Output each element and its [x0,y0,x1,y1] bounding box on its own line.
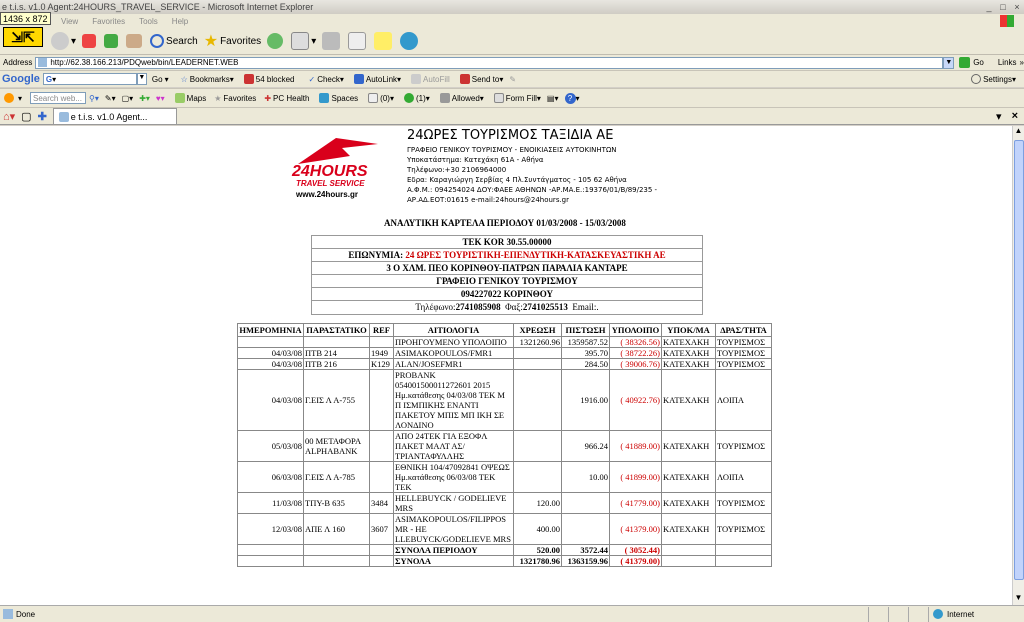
row-balance: ( 39006.76) [610,359,662,370]
address-dropdown-icon[interactable]: ▼ [943,57,954,69]
google-go-button[interactable]: Go [151,74,163,84]
row-activity: ΤΟΥΡΙΣΜΟΣ [716,348,772,359]
row-description: ASIMAKOPOULOS/FMR1 [394,348,514,359]
contact-row [312,301,702,314]
refresh-button[interactable] [104,34,120,48]
eponymia-value: 24 ΩΡΕΣ ΤΟΥΡΙΣΤΙΚΗ-ΕΠΕΝΔΥΤΙΚΗ-ΚΑΤΑΣΚΕΥΑΣΤΙΚΗ ΑΕ [405,250,666,260]
go-button[interactable] [959,57,984,68]
row-ref: 1949 [370,348,394,359]
favorites-label: Favorites [220,35,262,47]
google-logo[interactable]: Google [2,73,40,85]
edit-icon [348,32,366,50]
autolink-button[interactable]: AutoLink ▾ [352,74,401,84]
col-description: ΑΙΤΙΟΛΟΓΙΑ [394,324,514,337]
search-label: Search [166,35,198,47]
row-balance: ( 41379.00) [610,514,662,545]
grand-total-credit: 1363159.96 [562,556,610,567]
row-branch: ΚΑΤΕΧΑΚΗ [662,337,716,348]
row-credit: 1916.00 [562,370,610,431]
msn-favorites-label: Favorites [223,93,257,103]
autofill-label: AutoFill [423,74,450,84]
row-debit [514,370,562,431]
row-activity: ΛΟΙΠΑ [716,370,772,431]
row-branch: ΚΑΤΕΧΑΚΗ [662,359,716,370]
row-ref: K129 [370,359,394,370]
empty-cell [238,545,304,556]
empty-cell [304,545,370,556]
customer-activity: ΓΡΑΦΕΙΟ ΓΕΝΙΚΟΥ ΤΟΥΡΙΣΜΟΥ [312,275,702,288]
address-label: Address [3,58,33,67]
eponymia-label: ΕΠΩΝΥΜΙΑ: [348,250,404,260]
go-arrow-icon [959,57,970,68]
discuss-button[interactable] [374,32,394,50]
customer-afm: 094227022 ΚΟΡΙΝΘΟΥ [312,288,702,301]
row-activity: ΛΟΙΠΑ [716,462,772,493]
maps-button[interactable] [173,93,207,103]
search-icon [150,34,164,48]
row-ref: 3484 [370,493,394,514]
row-document [304,337,370,348]
logo-text: 24HOURS [292,163,368,180]
msn-icon[interactable]: ♥▾ [155,93,165,103]
row-description: ΠΡΟΗΓΟΥΜΕΝΟ ΥΠΟΛΟΙΠΟ [394,337,514,348]
row-date: 06/03/08 [238,462,304,493]
row-document: ΑΠΕ Λ 160 [304,514,370,545]
grand-total-debit: 1321780.96 [514,556,562,567]
row-date: 04/03/08 [238,348,304,359]
scroll-thumb[interactable] [1014,140,1024,580]
zone-indicator [928,607,1024,622]
menu-view[interactable]: View [61,16,79,26]
phone-value: 2741085908 [455,302,501,312]
row-debit [514,462,562,493]
messenger-button[interactable] [400,32,420,50]
add-tab-icon[interactable]: ✚ [37,110,47,123]
google-settings-button[interactable]: Settings ▾ [971,74,1016,84]
envelope-icon [368,93,378,103]
row-branch: ΚΑΤΕΧΑΚΗ [662,370,716,431]
row-document: ΤΠΥ-Β 635 [304,493,370,514]
maps-label: Maps [186,93,207,103]
allowed-button[interactable]: Allowed ▾ [438,93,484,103]
eponymia-row [312,249,702,262]
bookmarks-label: Bookmarks [189,74,230,84]
period-total-credit: 3572.44 [562,545,610,556]
row-ref [370,462,394,493]
table-header-row [238,324,772,337]
favorites-button[interactable] [204,31,261,51]
messenger-icon [400,32,418,50]
empty-cell [370,556,394,567]
row-credit [562,514,610,545]
row-document: ΠΤΒ 214 [304,348,370,359]
status-bar [0,605,1024,622]
period-total-row [238,545,772,556]
stop-icon [82,34,96,48]
row-activity: ΤΟΥΡΙΣΜΟΣ [716,337,772,348]
rss-icon[interactable]: ▤▾ [546,93,559,103]
google-dropdown-icon[interactable]: ▼ [137,73,147,85]
size-badge: 1436 x 872 [0,12,51,25]
star-icon: ★ [203,33,219,50]
phone-label: Τηλέφωνο: [415,302,456,312]
row-date: 05/03/08 [238,431,304,462]
zone-label: Internet [947,609,975,619]
tab-list-icon[interactable]: ▾ [996,110,1002,123]
row-branch: ΚΑΤΕΧΑΚΗ [662,348,716,359]
stop-button[interactable] [82,34,98,48]
logo-url: www.24hours.gr [296,190,358,199]
formfill-label: Form Fill [505,93,537,103]
mail-count: (0) [380,93,390,103]
search-button[interactable] [150,34,198,48]
col-date: ΗΜΕΡΟΜΗΝΙΑ [239,325,302,335]
tab-label: e t.i.s. v1.0 Agent... [70,111,148,122]
row-document: Γ.ΕΙΣ Λ Α-755 [304,370,370,431]
row-credit: 284.50 [562,359,610,370]
msn-favorites-button[interactable] [214,94,256,103]
favorites-star-icon: ★ [214,93,222,103]
minimize-button[interactable]: _ [986,2,992,12]
empty-cell [716,545,772,556]
blocked-label: 54 blocked [255,74,295,84]
popup-blocker[interactable] [242,74,295,84]
tab-bar [0,107,1024,125]
people-icon [404,93,414,103]
ledger-table [237,323,772,567]
company-line1: ΓΡΑΦΕΙΟ ΓΕΝΙΚΟΥ ΤΟΥΡΙΣΜΟΥ - ΕΝΟΙΚΙΑΣΕΙΣ ΑΥΤΟΚΙΝΗΤΩΝ [407,146,617,154]
wrench-icon[interactable]: ✎ [509,74,517,84]
company-line4: Εδρα: Καραγιώργη Σερβίας 4 Πλ.Συντάγματος - 105 62 Αθήνα [407,176,627,184]
new-tab-icon[interactable]: ▢ [21,110,32,123]
window-icon[interactable]: ▢▾ [121,93,134,103]
row-ref [370,431,394,462]
edit-button[interactable] [348,32,368,50]
empty-cell [662,556,716,567]
print-button[interactable] [322,32,342,50]
row-date: 11/03/08 [238,493,304,514]
spellcheck-button[interactable]: ✓ Check ▾ [308,74,344,84]
row-activity: ΤΟΥΡΙΣΜΟΣ [716,514,772,545]
company-line5: Α.Φ.Μ.: 094254024 ΔΟΥ:ΦΑΕΕ ΑΘΗΝΩΝ -ΑΡ.ΜΑ.Ε.:19376/01/Β/89/235 - [407,186,658,194]
row-balance: ( 41899.00) [610,462,662,493]
company-name: 24ΩΡΕΣ ΤΟΥΡΙΣΜΟΣ ΤΑΞΙΔΙΑ ΑΕ [407,128,614,143]
row-document: ΠΤΒ 216 [304,359,370,370]
page-content [0,126,1012,605]
period-total-label: ΣΥΝΟΛΑ ΠΕΡΙΟΔΟΥ [394,545,514,556]
google-toolbar: Google G ▾ ▼ Go ▾ ☆ Bookmarks ▾ 54 blocked ✓ Check ▾ AutoLink ▾ AutoFill Send to ▾ ✎ Settings ▾ [0,70,1024,87]
refresh-icon [104,34,118,48]
spaces-icon [319,93,329,103]
customer-box [311,235,703,315]
tek-code: ΤΕΚ KOR 30.55.00000 [312,236,702,249]
col-balance: ΥΠΟΛΟΙΠΟ [610,324,662,337]
chevron-right-icon[interactable]: » [1019,58,1024,67]
tab-close-icon[interactable]: × [1011,110,1018,122]
fax-value: 2741025513 [522,302,568,312]
row-description: HELLEBUYCK / GODELIEVE MRS [394,493,514,514]
empty-cell [716,556,772,567]
menu-favorites[interactable]: Favorites [92,16,126,26]
table-row [238,431,772,462]
table-row [238,493,772,514]
company-logo [290,134,380,200]
row-debit [514,431,562,462]
sendto-icon [460,74,470,84]
print-icon [322,32,340,50]
history-button[interactable] [267,33,285,49]
row-debit: 120.00 [514,493,562,514]
plus-icon[interactable]: ✚▾ [139,93,150,103]
row-date: 04/03/08 [238,359,304,370]
row-debit: 400.00 [514,514,562,545]
row-date: 04/03/08 [238,370,304,431]
mail-button[interactable]: ▾ [291,32,316,50]
forward-button[interactable]: ▾ [51,32,76,50]
row-balance: ( 41889.00) [610,431,662,462]
tab-active[interactable] [53,108,177,124]
col-document: ΠΑΡΑΣΤΑΤΙΚΟ [304,324,370,337]
grand-total-row [238,556,772,567]
address-bar [0,55,1024,70]
sendto-label: Send to [471,74,500,84]
address-url: http://62.38.166.213/PDQweb/bin/LEADERNET.WEB [50,58,239,67]
msn-search-placeholder: Search web... [33,93,82,103]
msn-toolbar: ▾ Search web... ⚲▾ ✎▾ ▢▾ ✚▾ ♥▾ Maps ★ Favorites ✚ PC Health Spaces (0) ▾ (1) ▾ Allowed ▾ Form Fill ▾ ▤▾ ? ▾ [0,88,1024,107]
row-document: 00 ΜΕΤΑΦΟΡΑ ALPHABANK [304,431,370,462]
google-g-icon: G [45,74,53,84]
windows-logo-icon [1000,15,1014,27]
row-ref [370,370,394,431]
popup-allowed-icon [440,93,450,103]
period-total-debit: 520.00 [514,545,562,556]
pen-icon[interactable]: ✎▾ [104,93,116,103]
spaces-button[interactable] [317,93,358,103]
row-credit: 1359587.52 [562,337,610,348]
tab-page-icon [59,112,69,122]
row-branch: ΚΑΤΕΧΑΚΗ [662,514,716,545]
grand-total-balance: ( 41379.00) [610,556,662,567]
period-total-balance: ( 3052.44) [610,545,662,556]
allowed-label: Allowed [451,93,480,103]
help-icon[interactable]: ? [565,93,576,104]
autofill-button[interactable] [409,74,450,84]
msn-search-input[interactable] [30,92,86,104]
settings-label: Settings [983,74,1012,84]
menu-help[interactable]: Help [171,16,189,26]
empty-cell [370,545,394,556]
row-description: ASIMAKOPOULOS/FILIPPOS MR - HE LLEBUYCK/GODELIEVE MRS [394,514,514,545]
check-label: Check [317,74,340,84]
history-icon [267,33,283,49]
company-line2: Υποκατάστημα: Κατεχάκη 61Α - Αθήνα [407,156,544,164]
scroll-up-arrow[interactable]: ▲ [1014,126,1023,135]
maximize-button[interactable]: □ [1000,2,1006,12]
row-activity: ΤΟΥΡΙΣΜΟΣ [716,493,772,514]
msn-butterfly-icon [4,93,14,103]
maps-icon [175,93,185,103]
table-row [238,348,772,359]
links-button[interactable]: Links [997,58,1017,67]
table-row [238,359,772,370]
company-info [407,128,657,205]
row-debit [514,348,562,359]
row-description: ΕΘΝΙΚΗ 104/47092841 ΟΨΕΩΣ Ημ.κατάθεσης 06/03/08 ΤΕΚ ΤΕΚ [394,462,514,493]
row-description: PROBANK 054001500011272601 2015 Ημ.κατάθεσης 04/03/08 ΤΕΚ Μ Π ΙΣΜΠΙΚΗΣ ΕΝΑΝΤΙ ΠΑΚΕΤΟΥ ΜΠΙΣ ΜΠ ΙΚΗ ΣΕ ΛΟΝΔΙΝΟ [394,370,514,431]
close-button[interactable]: × [1014,2,1020,12]
formfill-button[interactable]: Form Fill ▾ [492,93,541,103]
people-count-button[interactable]: (1) ▾ [402,93,430,103]
menu-bar [0,14,1024,28]
window-title: e t.i.s. v1.0 Agent:24HOURS_TRAVEL_SERVICE - Microsoft Internet Explorer [2,2,314,12]
row-debit [514,359,562,370]
google-search-input[interactable]: G ▾ [43,73,137,85]
address-input[interactable] [35,57,943,69]
col-activity: ΔΡΑΣ/ΤΗΤΑ [716,324,772,337]
logo-subtext: TRAVEL SERVICE [296,179,365,188]
formfill-icon [494,93,504,103]
spaces-label: Spaces [331,93,359,103]
col-ref: REF [370,324,394,337]
row-credit: 10.00 [562,462,610,493]
grand-total-label: ΣΥΝΟΛΑ [394,556,514,567]
settings-icon [971,74,981,84]
home-tab-icon[interactable]: ⌂▾ [3,110,16,123]
row-description: ΑΠΟ 24ΤΕΚ ΓΙΑ ΕΞΟΦΛ ΠΑΚΕΤ ΜΑΛΤ ΑΣ/ΤΡΙΑΝΤΑΦΥΛΛΗΣ [394,431,514,462]
row-document: Γ.ΕΙΣ Λ Α-785 [304,462,370,493]
row-credit: 395.70 [562,348,610,359]
check-icon: ✓ [308,74,316,84]
row-date: 12/03/08 [238,514,304,545]
home-button[interactable] [126,34,144,48]
scroll-down-arrow[interactable]: ▼ [1014,593,1023,602]
menu-tools[interactable]: Tools [139,16,158,26]
vertical-scrollbar[interactable] [1012,126,1024,605]
row-branch: ΚΑΤΕΧΑΚΗ [662,462,716,493]
forward-arrow-icon [51,32,69,50]
table-row [238,337,772,348]
report-title: ΑΝΑΛΥΤΙΚΗ ΚΑΡΤΕΛΑ ΠΕΡΙΟΔΟΥ 01/03/2008 - 15/03/2008 [384,218,626,228]
row-activity: ΤΟΥΡΙΣΜΟΣ [716,431,772,462]
fax-label: Φαξ: [505,302,523,312]
mail-count-button[interactable]: (0) ▾ [366,93,394,103]
row-branch: ΚΑΤΕΧΑΚΗ [662,431,716,462]
empty-cell [238,556,304,567]
globe-icon [933,609,943,619]
mail-icon [291,32,309,50]
pchealth-label: PC Health [273,93,310,103]
status-text: Done [16,609,36,619]
table-row [238,514,772,545]
row-ref [370,337,394,348]
pchealth-icon: ✚ [264,93,272,103]
row-ref: 3607 [370,514,394,545]
row-date [238,337,304,348]
page-icon [38,58,47,67]
table-row [238,462,772,493]
row-balance: ( 38326.56) [610,337,662,348]
autolink-icon [354,74,364,84]
col-branch: ΥΠΟΚ/ΜΑ [662,324,716,337]
autofill-icon [411,74,421,84]
bookmark-star-icon: ☆ [180,74,188,84]
col-credit: ΠΙΣΤΩΣΗ [562,324,610,337]
ledger-body [238,337,772,545]
col-debit: ΧΡΕΩΣΗ [514,324,562,337]
go-label: Go [973,58,984,67]
bookmarks-button[interactable]: ☆ Bookmarks ▾ [180,74,234,84]
note-icon [374,32,392,50]
row-description: ALAN/JOSEFMR1 [394,359,514,370]
standard-toolbar [0,28,1024,55]
row-balance: ( 41779.00) [610,493,662,514]
row-activity: ΤΟΥΡΙΣΜΟΣ [716,359,772,370]
company-line6: ΑΡ.ΑΔ.ΕΟΤ:01615 e-mail:24hours@24hours.gr [407,196,570,204]
people-count: (1) [415,93,426,103]
autolink-label: AutoLink [365,74,398,84]
row-credit: 966.24 [562,431,610,462]
row-branch: ΚΑΤΕΧΑΚΗ [662,493,716,514]
empty-cell [662,545,716,556]
done-page-icon [3,609,13,619]
home-icon [126,34,142,48]
empty-cell [304,556,370,567]
row-debit: 1321260.96 [514,337,562,348]
email-label: Email:. [572,302,599,312]
row-balance: ( 38722.26) [610,348,662,359]
company-line3: Τηλέφωνο:+30 2106964000 [407,166,507,174]
popup-blocked-icon [244,74,254,84]
row-balance: ( 40922.76) [610,370,662,431]
pchealth-button[interactable] [264,94,309,103]
table-row [238,370,772,431]
sendto-button[interactable]: Send to ▾ [458,74,504,84]
row-credit [562,493,610,514]
msn-search-icon[interactable]: ⚲▾ [89,93,99,103]
title-bar [0,0,1024,14]
resize-arrows-icon: ⇲⇱ [3,27,43,47]
customer-address: 3 Ο ΧΛΜ. ΠΕΟ ΚΟΡΙΝΘΟΥ-ΠΑΤΡΩΝ ΠΑΡΑΛΙΑ ΚΑΝΤΑΡΕ [312,262,702,275]
